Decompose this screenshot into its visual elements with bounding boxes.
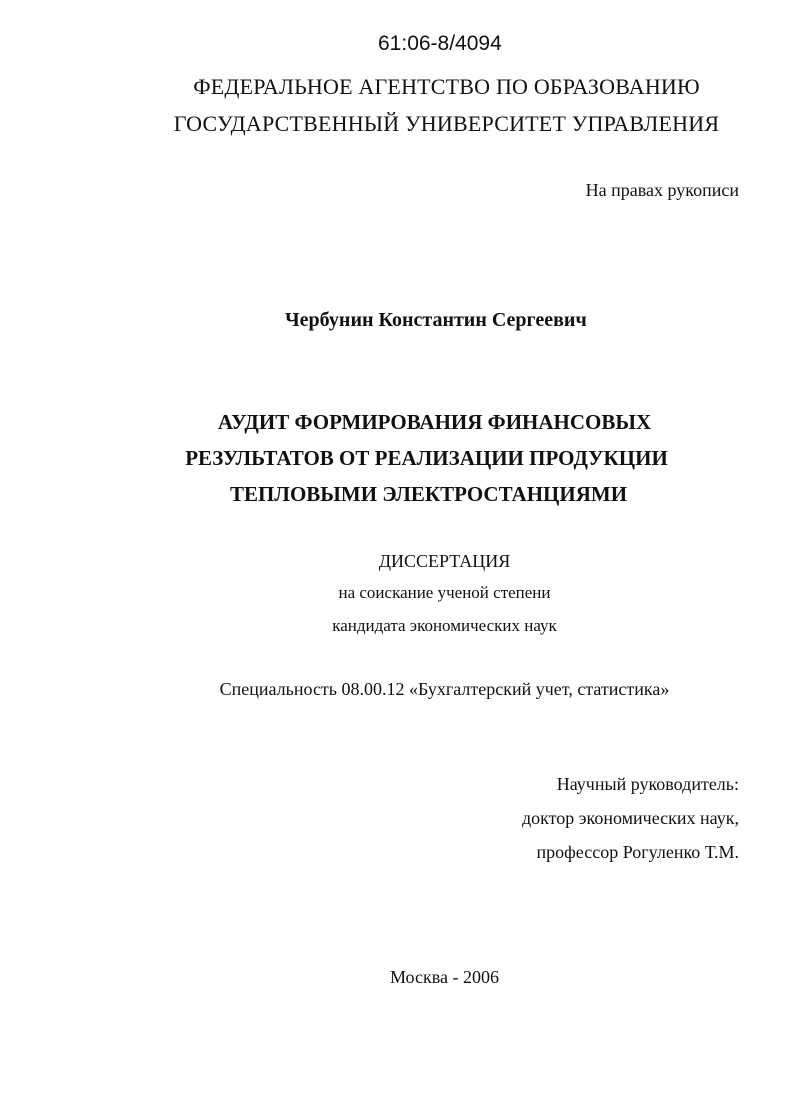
work-type-purpose: на соискание ученой степени <box>338 583 551 602</box>
university-name: ГОСУДАРСТВЕННЫЙ УНИВЕРСИТЕТ УПРАВЛЕНИЯ <box>173 111 720 136</box>
specialty: Специальность 08.00.12 «Бухгалтерский учет, статистика» <box>219 679 670 699</box>
supervisor-heading: Научный руководитель: <box>556 774 739 794</box>
agency-name: ФЕДЕРАЛЬНОЕ АГЕНТСТВО ПО ОБРАЗОВАНИЮ <box>193 74 700 99</box>
title-line-2: РЕЗУЛЬТАТОВ ОТ РЕАЛИЗАЦИИ ПРОДУКЦИИ <box>185 446 668 470</box>
work-type-label: ДИССЕРТАЦИЯ <box>378 551 511 571</box>
title-line-3: ТЕПЛОВЫМИ ЭЛЕКТРОСТАНЦИЯМИ <box>229 482 628 506</box>
archive-stamp-code: 61:06-8/4094 <box>378 32 502 55</box>
work-type-degree: кандидата экономических наук <box>332 616 557 635</box>
supervisor-name: профессор Рогуленко Т.М. <box>536 842 739 862</box>
author-name: Чербунин Константин Сергеевич <box>285 309 587 331</box>
place-year: Москва - 2006 <box>390 967 499 987</box>
supervisor-degree: доктор экономических наук, <box>522 808 739 828</box>
manuscript-note: На правах рукописи <box>585 180 739 200</box>
title-line-1: АУДИТ ФОРМИРОВАНИЯ ФИНАНСОВЫХ <box>217 410 652 434</box>
